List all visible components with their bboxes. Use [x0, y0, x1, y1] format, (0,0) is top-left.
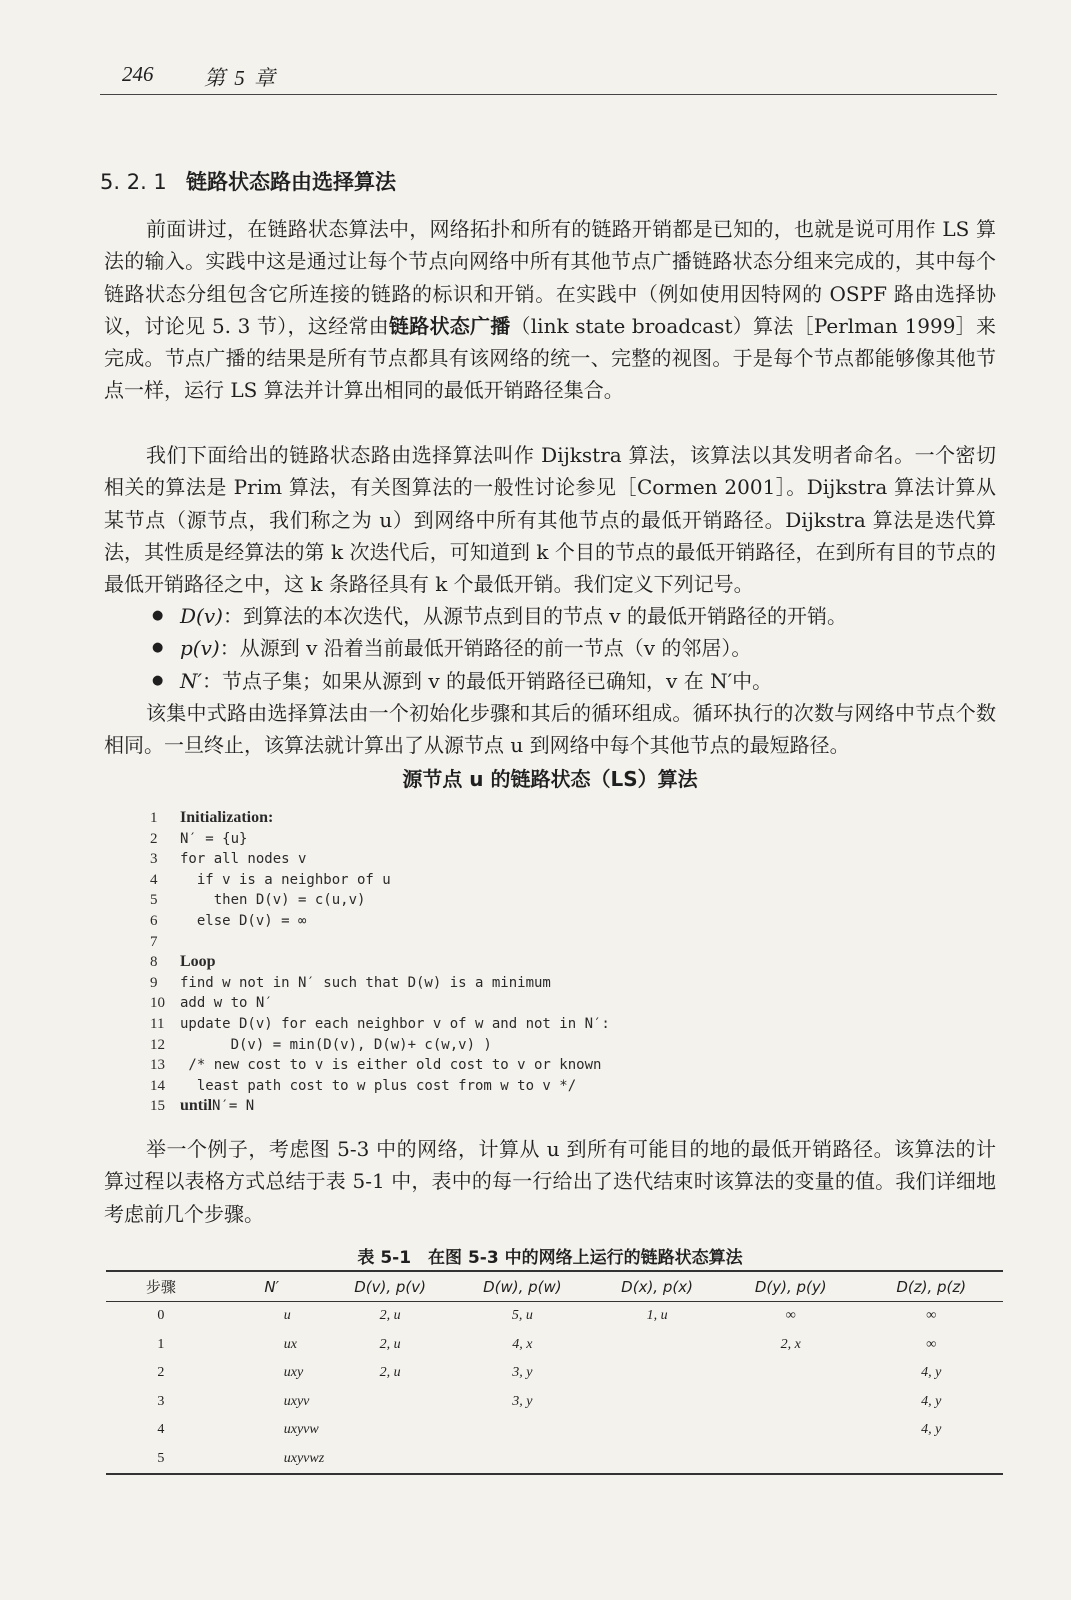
code-line — [150, 993, 610, 1014]
line-number: 11 — [150, 1015, 165, 1032]
link-state-broadcast-term: 链路状态广播 — [388, 313, 511, 338]
table-cell — [328, 1416, 453, 1445]
table-row — [106, 1331, 1003, 1360]
code-keyword: Initialization: — [180, 809, 274, 826]
table-cell — [592, 1445, 722, 1475]
table-cell: ∞ — [926, 1336, 937, 1352]
notation-item — [150, 632, 990, 664]
code-line — [150, 890, 610, 911]
line-number: 1 — [150, 810, 158, 826]
code-line — [150, 952, 610, 973]
table-cell: 4 — [157, 1422, 165, 1438]
notation-term: p(v) — [180, 636, 220, 661]
code-line — [150, 1014, 610, 1035]
table-cell — [453, 1416, 593, 1445]
code-text: N′ = {u} — [180, 830, 248, 847]
table-cell: ∞ — [785, 1308, 796, 1324]
code-line — [150, 932, 610, 953]
notation-term: N′ — [180, 668, 203, 693]
table-cell — [722, 1388, 860, 1417]
notation-text: ：到算法的本次迭代，从源节点到目的节点 v 的最低开销路径的开销。 — [222, 604, 847, 628]
table-cell — [453, 1445, 593, 1475]
algorithm-listing — [150, 808, 610, 1117]
table-cell: 3 — [157, 1393, 165, 1409]
code-keyword: until — [180, 1097, 213, 1115]
code-line — [150, 870, 610, 891]
paragraph-3-text: 该集中式路由选择算法由一个初始化步骤和其后的循环组成。循环执行的次数与网络中节点个数相同。一旦终止，该算法就计算出了从源节点 u 到网络中每个其他节点的最短路径。 — [104, 701, 996, 758]
notation-text: ：从源到 v 沿着当前最低开销路径的前一节点（v 的邻居）。 — [219, 636, 752, 661]
table-cell — [592, 1331, 722, 1360]
table-cell: 4, y — [921, 1365, 942, 1381]
code-text: for all nodes v — [180, 851, 307, 868]
table-cell — [328, 1445, 453, 1475]
table-cell: 5, u — [511, 1308, 533, 1324]
table-cell — [592, 1388, 722, 1417]
table-row — [106, 1359, 1003, 1388]
notation-text: ：节点子集；如果从源到 v 的最低开销路径已确知，v 在 N′中。 — [202, 668, 773, 693]
paragraph-2 — [104, 439, 996, 600]
table-cell: uxyvwz — [216, 1445, 328, 1475]
table-header-row — [106, 1271, 1003, 1302]
code-line — [150, 973, 610, 994]
table-cell: 3, y — [512, 1393, 533, 1409]
table-cell: 2, u — [379, 1365, 401, 1381]
paragraph-1-part-b: （link state broadcast）算法［Perlman 1999］来完成。节点广播的结果是所有节点都具有该网络的统一、完整的视图。于是每个节点都能够像其他节点一样，运行 LS 算法并计算出相同的最低开销路径集合。 — [104, 313, 996, 403]
column-header-step: 步骤 — [106, 1271, 216, 1302]
algorithm-title: 源节点 u 的链路状态（LS）算法 — [402, 767, 698, 791]
code-text: add w to N′ — [180, 995, 273, 1012]
page-number: 246 — [122, 62, 154, 86]
running-head — [100, 58, 997, 95]
column-header-dw: D(w), p(w) — [453, 1271, 593, 1302]
table-cell — [722, 1416, 860, 1445]
table-cell: 0 — [157, 1308, 165, 1324]
code-text: if v is a neighbor of u — [180, 871, 391, 888]
code-text: find w not in N′ such that D(w) is a minimum — [180, 974, 551, 991]
table-cell: 1, u — [646, 1308, 668, 1324]
section-number: 5. 2. 1 — [100, 170, 167, 194]
table-row — [106, 1302, 1003, 1331]
table-cell — [722, 1359, 860, 1388]
table-cell: uxyv — [283, 1393, 310, 1409]
code-line — [150, 1055, 610, 1076]
code-text: least path cost to w plus cost from w to v */ — [180, 1077, 577, 1094]
paragraph-4 — [104, 1133, 996, 1230]
table-cell — [592, 1416, 722, 1445]
code-text: else D(v) = ∞ — [180, 912, 307, 929]
paragraph-1 — [104, 213, 996, 407]
column-header-dx: D(x), p(x) — [592, 1271, 722, 1302]
table-cell: 2, u — [379, 1336, 401, 1352]
code-text: /* new cost to v is either old cost to v or known — [180, 1057, 602, 1074]
chapter-label: 第 5 章 — [204, 66, 277, 90]
notation-term: D(v) — [180, 604, 223, 628]
line-number: 13 — [150, 1057, 165, 1074]
table-cell: 1 — [157, 1336, 165, 1352]
paragraph-4-text: 举一个例子，考虑图 5-3 中的网络，计算从 u 到所有可能目的地的最低开销路径。该算法的计算过程以表格方式总结于表 5-1 中，表中的每一行给出了迭代结束时该算法的变量的值。我们详细地考虑前几个步骤。 — [104, 1137, 996, 1226]
line-number: 14 — [150, 1077, 165, 1094]
code-line — [150, 808, 610, 829]
table-caption: 表 5-1 在图 5-3 中的网络上运行的链路状态算法 — [357, 1248, 743, 1268]
table-cell: u — [283, 1308, 291, 1324]
line-number: 9 — [150, 974, 158, 991]
table-cell — [722, 1445, 860, 1475]
table-cell: ∞ — [926, 1308, 937, 1324]
line-number: 8 — [150, 954, 158, 971]
paragraph-1-part-a: 前面讲过，在链路状态算法中，网络拓扑和所有的链路开销都是已知的，也就是说可用作 LS 算法的输入。实践中这是通过让每个节点向网络中所有其他节点广播链路状态分组来完成的，其中每个链路状态分组包含它所连接的链路的标识和开销。在实践中（例如使用因特网的 OSPF 路由选择协议，讨论见 5. 3 节），这经常由 — [104, 217, 996, 338]
column-header-dy: D(y), p(y) — [722, 1271, 860, 1302]
table-row — [106, 1445, 1003, 1475]
notation-item — [150, 600, 990, 632]
table-cell: 3, y — [512, 1365, 533, 1381]
code-keyword: Loop — [180, 953, 216, 971]
ls-algorithm-table — [106, 1270, 1003, 1475]
table-cell: 2 — [157, 1365, 165, 1381]
code-text: N′= N — [212, 1098, 255, 1115]
code-text: D(v) = min(D(v), D(w)+ c(w,v) ) — [180, 1036, 492, 1053]
code-text: then D(v) = c(u,v) — [180, 892, 366, 909]
line-number: 2 — [150, 830, 158, 847]
column-header-nprime: N′ — [216, 1271, 328, 1302]
table-cell: 2, x — [780, 1336, 801, 1352]
code-text: update D(v) for each neighbor v of w and not in N′: — [180, 1015, 610, 1032]
table-row — [106, 1388, 1003, 1417]
table-cell: 2, u — [379, 1308, 401, 1324]
code-line — [150, 829, 610, 850]
code-line — [150, 1035, 610, 1056]
line-number: 3 — [150, 851, 158, 868]
section-title: 链路状态路由选择算法 — [186, 170, 396, 194]
line-number: 12 — [150, 1036, 165, 1053]
line-number: 6 — [150, 912, 158, 929]
table-cell — [860, 1445, 1003, 1475]
code-line — [150, 1096, 610, 1117]
table-cell: 4, y — [921, 1422, 942, 1438]
table-cell: uxyvw — [283, 1422, 319, 1438]
notation-list — [150, 600, 990, 697]
column-header-dz: D(z), p(z) — [860, 1271, 1003, 1302]
column-header-dv: D(v), p(v) — [328, 1271, 453, 1302]
line-number: 15 — [150, 1098, 165, 1115]
table-cell: 4, y — [921, 1393, 942, 1409]
line-number: 4 — [150, 871, 158, 888]
line-number: 5 — [150, 892, 158, 909]
code-line — [150, 911, 610, 932]
paragraph-2-text: 我们下面给出的链路状态路由选择算法叫作 Dijkstra 算法，该算法以其发明者命名。一个密切相关的算法是 Prim 算法，有关图算法的一般性讨论参见［Cormen 2001］。Dijkstra 算法计算从某节点（源节点，我们称之为 u）到网络中所有其他节点的最低开销路径。Dijkstra 算法是迭代算法，其性质是经算法的第 k 次迭代后，可知道到 k 个目的节点的最低开销路径，在到所有目的节点的最低开销路径之中，这 k 条路径具有 k 个最低开销。我们定义下列记号。 — [104, 443, 996, 597]
table-row — [106, 1416, 1003, 1445]
notation-item — [150, 665, 990, 697]
line-number: 10 — [150, 995, 165, 1012]
table-cell — [328, 1388, 453, 1417]
table-cell: 5 — [106, 1445, 216, 1475]
paragraph-3 — [104, 697, 996, 762]
table-cell — [592, 1359, 722, 1388]
section-heading — [100, 166, 396, 196]
code-line — [150, 1076, 610, 1097]
table-cell: 4, x — [512, 1336, 533, 1352]
table-cell: uxy — [283, 1365, 304, 1381]
line-number: 7 — [150, 933, 158, 950]
table-cell: ux — [283, 1336, 297, 1352]
code-line — [150, 849, 610, 870]
